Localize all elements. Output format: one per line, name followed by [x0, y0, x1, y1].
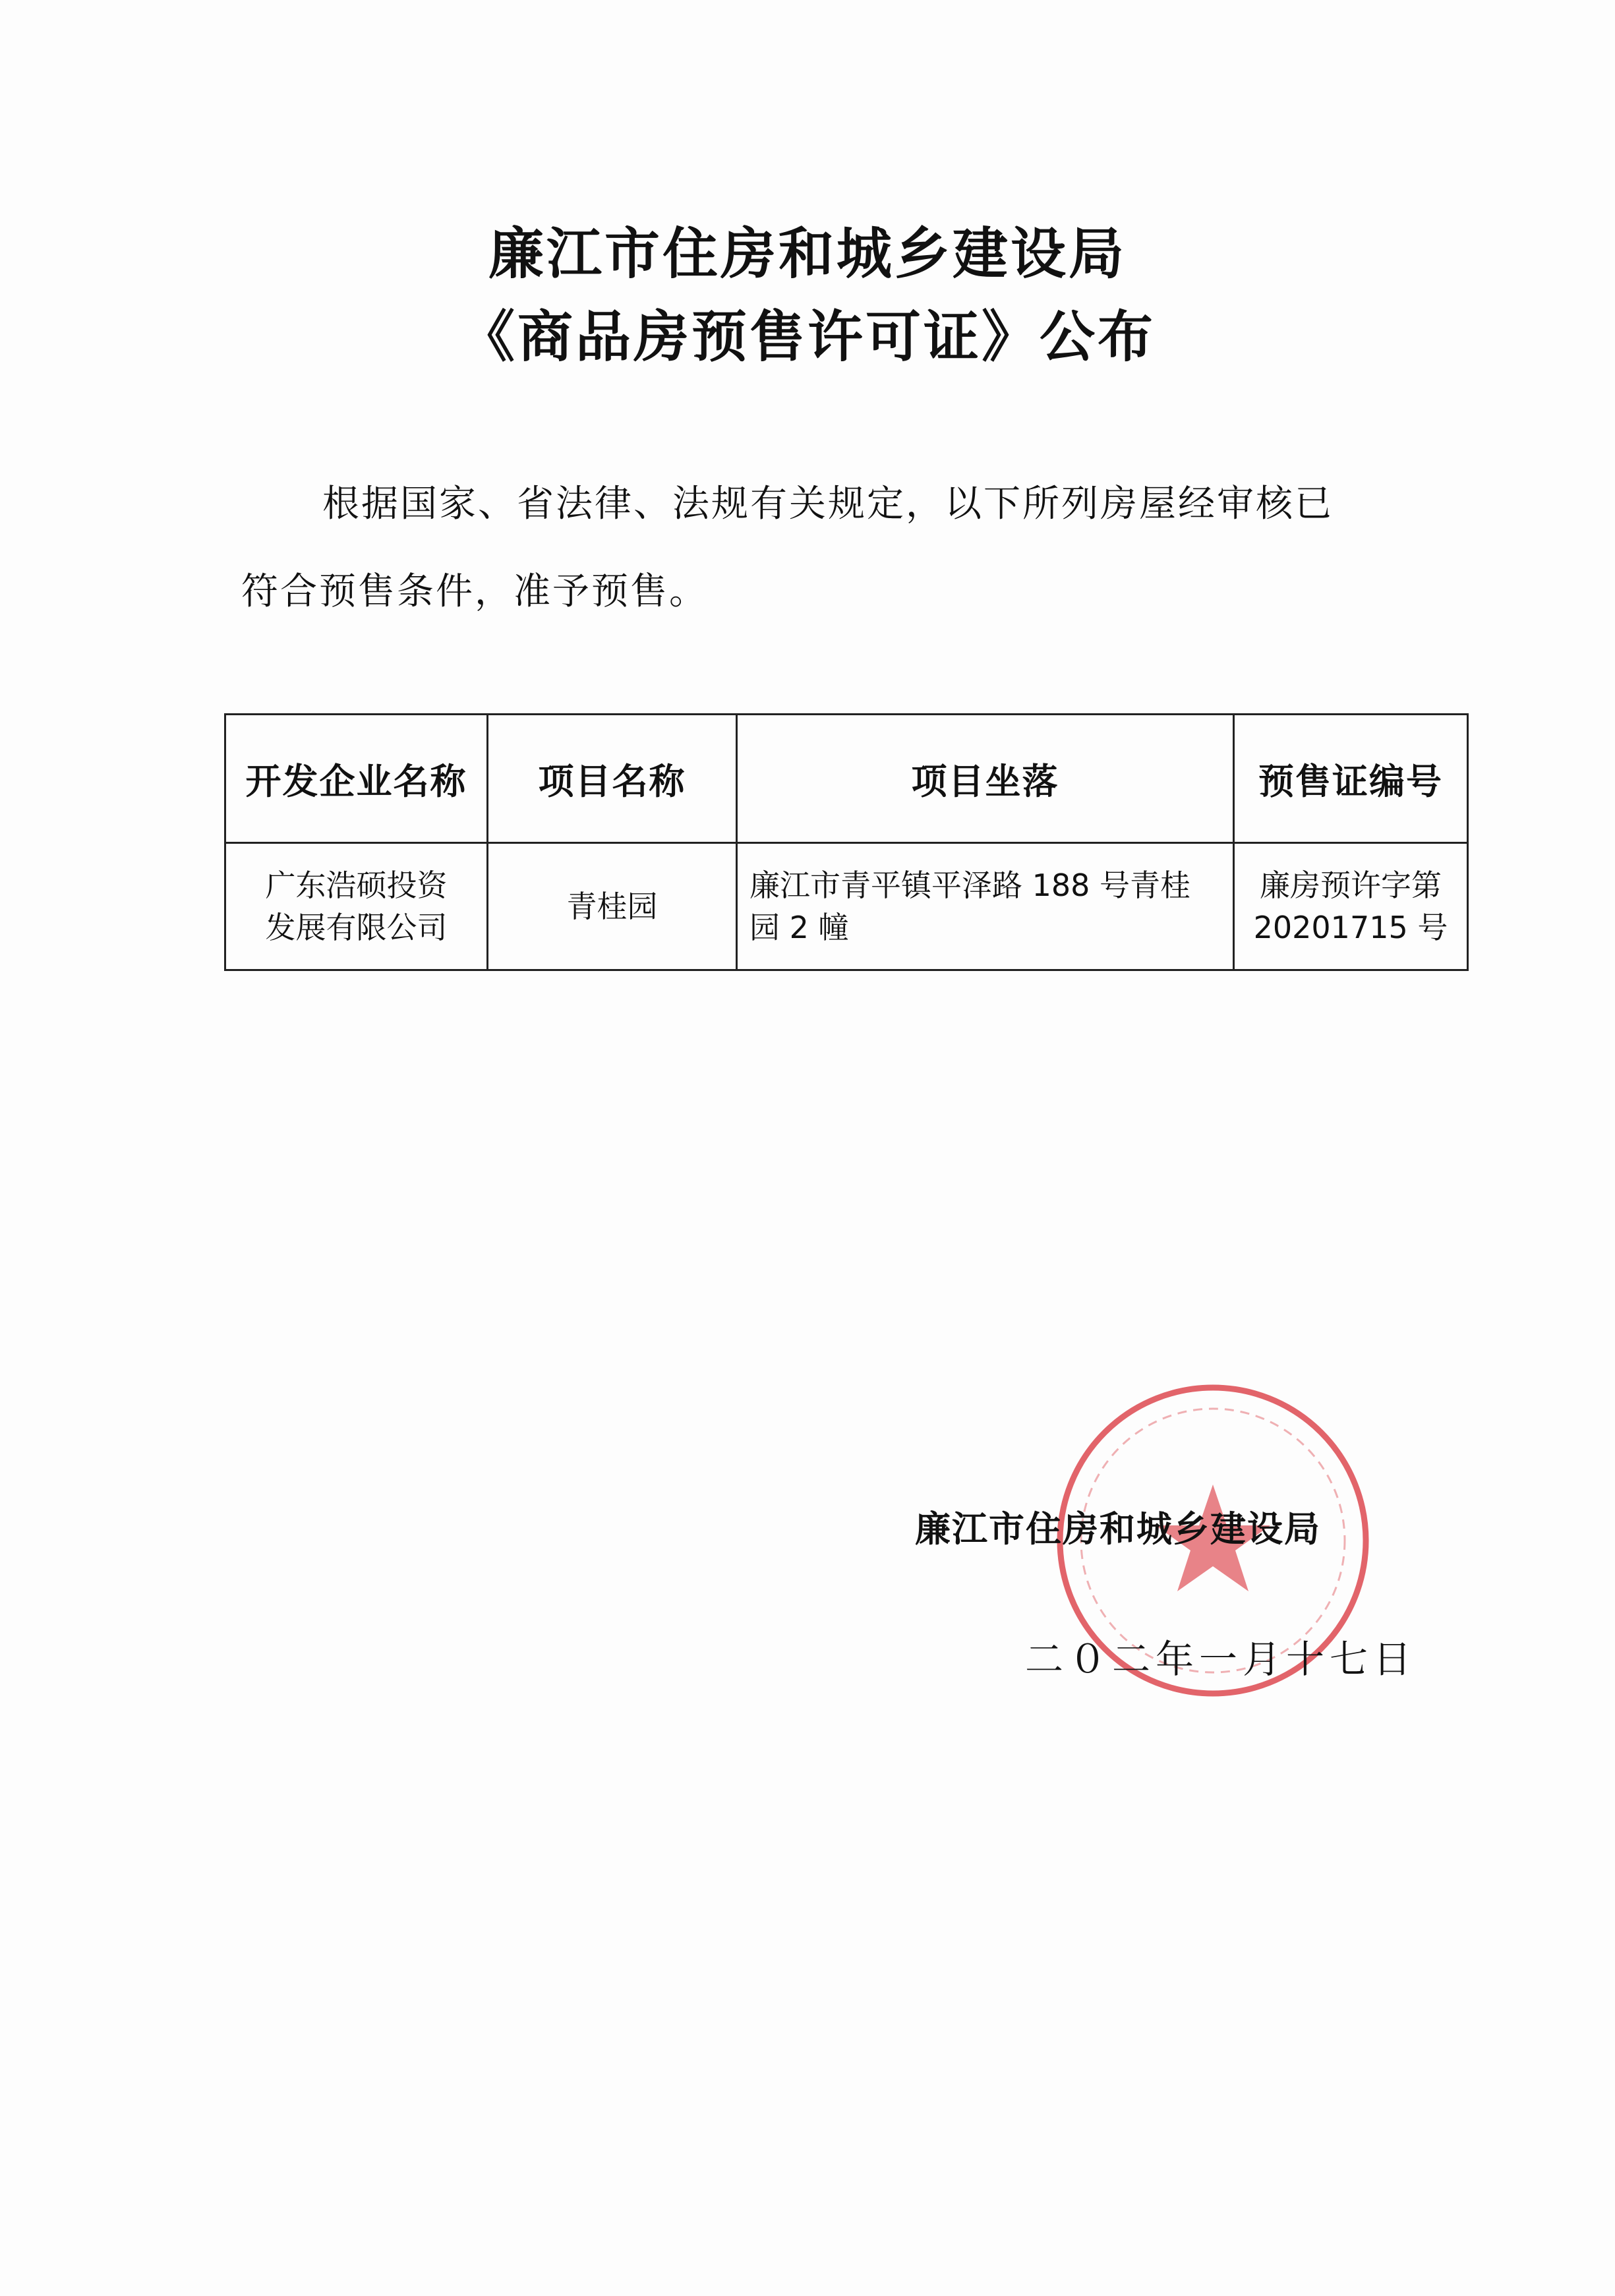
cell-project: 青桂园	[488, 843, 737, 970]
presale-permit-table	[224, 713, 1469, 971]
developer-line1: 广东浩硕投资	[265, 868, 448, 903]
issuer-signature: 廉江市住房和城乡建设局	[915, 1508, 1321, 1550]
header-permit-number: 预售证编号	[1234, 715, 1468, 843]
cell-location: 廉江市青平镇平泽路 188 号青桂园 2 幢	[737, 843, 1234, 970]
table-row	[225, 843, 1468, 970]
issue-date: 二０二年一月十七日	[1025, 1637, 1417, 1682]
cell-developer	[225, 843, 488, 970]
permit-line2: 20201715 号	[1253, 910, 1448, 945]
page-title-line2: 《商品房预售许可证》公布	[459, 305, 1156, 369]
cell-permit-number	[1234, 843, 1468, 970]
developer-line2: 发展有限公司	[265, 910, 448, 945]
header-developer: 开发企业名称	[225, 715, 488, 843]
header-location: 项目坐落	[737, 715, 1234, 843]
intro-line2: 符合预售条件，准予预售。	[241, 570, 708, 613]
table-header-row	[225, 715, 1468, 843]
page-title-line1: 廉江市住房和城乡建设局	[488, 221, 1127, 286]
intro-line1: 根据国家、省法律、法规有关规定，以下所列房屋经审核已	[322, 483, 1334, 525]
permit-line1: 廉房预许字第	[1260, 868, 1442, 903]
header-project: 项目名称	[488, 715, 737, 843]
